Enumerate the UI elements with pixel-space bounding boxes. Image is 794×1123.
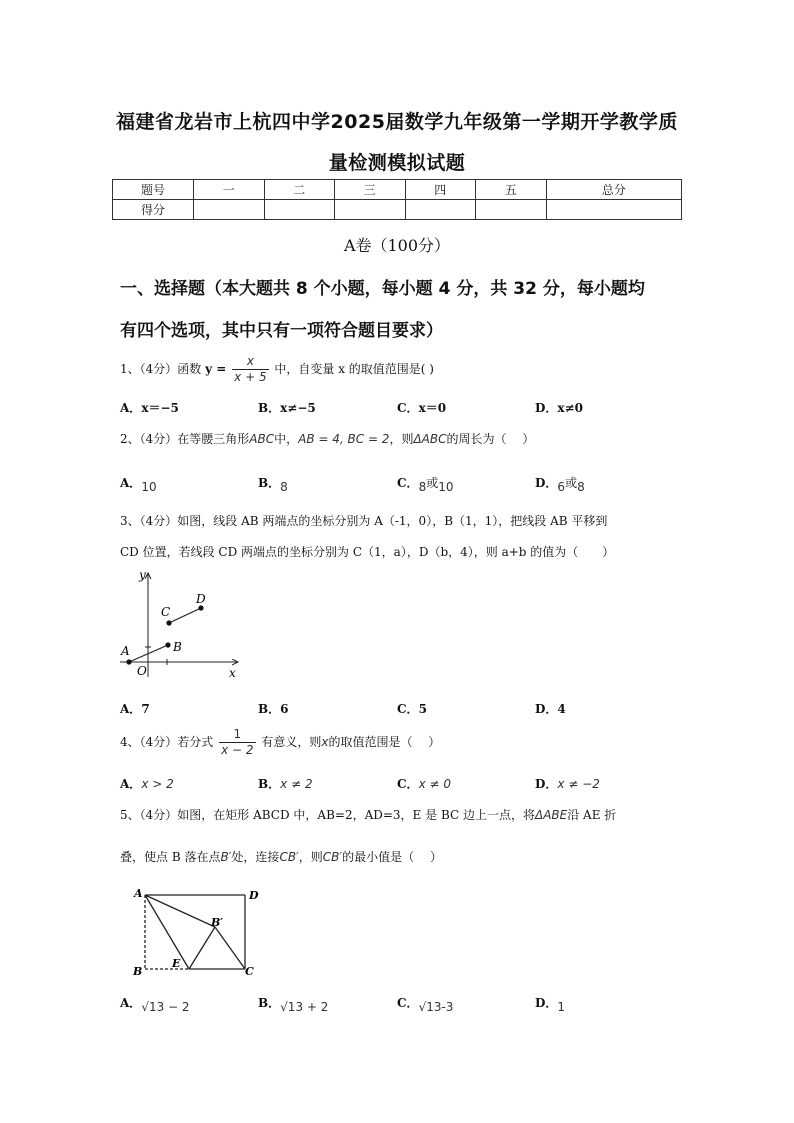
question-4-stem — [120, 725, 440, 759]
option-letter: A． — [120, 401, 142, 415]
option-letter: D． — [535, 476, 558, 490]
segment-abprime — [145, 895, 215, 927]
q5-line2-prefix: 叠，使点 B 落在点 — [120, 850, 221, 864]
segment-ebprime — [189, 927, 215, 969]
label-o: O — [137, 664, 147, 678]
label-a: A — [134, 887, 143, 900]
q1-option-c[interactable] — [397, 399, 446, 416]
q1-option-d[interactable] — [535, 399, 583, 416]
question-1-stem — [120, 352, 434, 386]
score-header-cell: 总分 — [546, 180, 682, 200]
option-letter: D． — [535, 401, 558, 415]
segment-cd — [169, 608, 201, 623]
option-letter: C． — [397, 996, 419, 1010]
q2-math-triangle: ABC — [249, 432, 275, 446]
label-y: y — [139, 568, 146, 582]
q1-formula-lhs: y = — [205, 362, 227, 376]
label-bprime: B′ — [211, 916, 224, 929]
q4-fraction — [219, 727, 255, 758]
q5-line2-suffix: 的最小值是（ ） — [342, 850, 442, 864]
q1-fraction — [232, 354, 268, 385]
point-c — [166, 620, 171, 625]
score-header-cell: 四 — [405, 180, 476, 200]
page-title-line1: 福建省龙岩市上杭四中学2025届数学九年级第一学期开学教学质 — [116, 111, 678, 133]
q2-option-c[interactable] — [397, 472, 454, 494]
q3-option-b[interactable] — [258, 700, 289, 717]
score-table-score-row — [113, 200, 682, 220]
q3-option-c[interactable] — [397, 700, 427, 717]
option-letter: A． — [120, 702, 142, 716]
q4-option-b[interactable] — [258, 773, 313, 792]
score-table — [112, 179, 682, 220]
segment-bprimec — [215, 927, 245, 969]
q4-option-a[interactable] — [120, 773, 174, 792]
q4-var: x — [321, 735, 329, 749]
q2-math-delta: ΔABC — [413, 432, 447, 446]
q4-suffix: 的取值范围是（ ） — [328, 735, 441, 749]
q1-option-b[interactable] — [258, 399, 316, 416]
option-text: √13 − 2 — [141, 1000, 190, 1014]
label-a: A — [121, 644, 130, 658]
q2-option-a[interactable] — [120, 472, 157, 494]
score-header-cell: 题号 — [113, 180, 194, 200]
label-b: B — [173, 640, 182, 654]
option-or: 或 — [426, 476, 439, 490]
option-value-b: 10 — [438, 480, 454, 494]
option-letter: A． — [120, 996, 142, 1010]
point-a — [126, 659, 131, 664]
q1-option-a[interactable] — [120, 399, 179, 416]
q1-suffix: 中，自变量 x 的取值范围是( ) — [274, 362, 434, 376]
q5-option-b[interactable] — [258, 992, 329, 1014]
option-or: 或 — [565, 476, 578, 490]
q2-suffix: 的周长为（ ） — [446, 432, 535, 446]
section-heading-line1: 一、选择题（本大题共 8 个小题，每小题 4 分，共 32 分，每小题均 — [120, 279, 645, 299]
score-cell — [194, 200, 265, 220]
q1-frac-den: x + 5 — [234, 370, 267, 384]
score-header-cell: 三 — [335, 180, 406, 200]
q5-math-cbprime-2: CB′ — [322, 850, 343, 864]
option-text: √13-3 — [418, 1000, 454, 1014]
label-d: D — [196, 592, 206, 606]
q5-line2-mid2: ，则 — [298, 850, 323, 864]
score-cell — [405, 200, 476, 220]
q5-math-triangle: ΔABE — [535, 808, 568, 822]
q4-mid: 有意义，则 — [261, 735, 322, 749]
option-text: 10 — [141, 480, 157, 494]
option-letter: C． — [397, 777, 419, 791]
q4-frac-den: x − 2 — [221, 743, 254, 757]
question-5-line1 — [120, 806, 616, 823]
score-cell — [264, 200, 335, 220]
option-text: x ≠ 0 — [418, 777, 451, 791]
option-letter: C． — [397, 476, 419, 490]
q5-line2-mid: 处，连接 — [231, 850, 280, 864]
q5-option-a[interactable] — [120, 992, 190, 1014]
q5-option-d[interactable] — [535, 992, 566, 1014]
point-b — [165, 642, 170, 647]
option-letter: B． — [258, 777, 281, 791]
option-text: 4 — [557, 702, 566, 716]
score-row-label: 得分 — [113, 200, 194, 220]
q2-mid: 中， — [274, 432, 299, 446]
option-text: x＝−5 — [141, 401, 179, 415]
option-text: x≠−5 — [280, 401, 316, 415]
label-x: x — [229, 666, 236, 680]
q5-math-bprime: B′ — [220, 850, 232, 864]
score-table-header-row — [113, 180, 682, 200]
q4-prefix: 4、（4分）若分式 — [120, 735, 214, 749]
label-e: E — [172, 957, 181, 970]
q3-option-a[interactable] — [120, 700, 150, 717]
score-header-cell: 一 — [194, 180, 265, 200]
q5-math-cbprime: CB′ — [279, 850, 299, 864]
option-text: 5 — [418, 702, 427, 716]
option-text: 7 — [141, 702, 150, 716]
q2-option-b[interactable] — [258, 472, 288, 494]
option-letter: A． — [120, 777, 142, 791]
option-letter: D． — [535, 702, 558, 716]
question-2-stem — [120, 430, 534, 447]
option-text: x ≠ 2 — [280, 777, 313, 791]
q1-prefix: 1、（4分）函数 — [120, 362, 202, 376]
option-letter: C． — [397, 401, 419, 415]
option-letter: B． — [258, 702, 281, 716]
option-letter: C． — [397, 702, 419, 716]
q4-frac-num: 1 — [219, 727, 255, 743]
question-5-line2 — [120, 848, 442, 865]
q5-line1-prefix: 5、（4分）如图，在矩形 ABCD 中，AB=2，AD=3，E 是 BC 边上一点，将 — [120, 808, 535, 822]
label-d: D — [249, 889, 259, 902]
score-cell — [335, 200, 406, 220]
option-letter: A． — [120, 476, 142, 490]
score-cell — [546, 200, 682, 220]
label-c: C — [161, 605, 171, 619]
volume-a-heading: A卷（100分） — [343, 236, 451, 255]
option-value-a: 8 — [418, 480, 427, 494]
option-letter: B． — [258, 401, 281, 415]
q3-option-d[interactable] — [535, 700, 566, 717]
option-text: 1 — [557, 1000, 566, 1014]
point-d — [198, 605, 203, 610]
score-header-cell: 五 — [476, 180, 547, 200]
q5-option-c[interactable] — [397, 992, 454, 1014]
q2-prefix: 2、（4分）在等腰三角形 — [120, 432, 250, 446]
q3-coordinate-figure — [115, 565, 245, 685]
option-value-a: 6 — [557, 480, 566, 494]
page-title-line2: 量检测模拟试题 — [328, 152, 466, 174]
q5-line1-suffix: 沿 AE 折 — [567, 808, 617, 822]
option-text: 6 — [280, 702, 289, 716]
section-heading-line2: 有四个选项，其中只有一项符合题目要求） — [120, 321, 443, 341]
q2-option-d[interactable] — [535, 472, 585, 494]
q4-option-c[interactable] — [397, 773, 451, 792]
label-b: B — [133, 965, 143, 978]
q1-frac-num: x — [232, 354, 268, 370]
q2-mid2: ，则 — [389, 432, 414, 446]
q5-rectangle-figure — [125, 883, 265, 978]
option-letter: D． — [535, 777, 558, 791]
question-3-line2: CD 位置，若线段 CD 两端点的坐标分别为 C（1，a），D（b，4），则 a+b 的值为（ ） — [120, 545, 615, 559]
option-letter: B． — [258, 476, 281, 490]
option-letter: D． — [535, 996, 558, 1010]
q4-option-d[interactable] — [535, 773, 600, 792]
label-c: C — [245, 965, 254, 978]
option-text: x≠0 — [557, 401, 583, 415]
segment-ae — [145, 895, 189, 969]
option-value-b: 8 — [577, 480, 585, 494]
option-text: √13 + 2 — [280, 1000, 329, 1014]
option-text: x ≠ −2 — [557, 777, 600, 791]
score-cell — [476, 200, 547, 220]
option-text: 8 — [280, 480, 288, 494]
q2-math-sides: AB = 4, BC = 2 — [298, 432, 390, 446]
option-text: x＝0 — [418, 401, 447, 415]
option-text: x > 2 — [141, 777, 174, 791]
question-3-line1: 3、（4分）如图，线段 AB 两端点的坐标分别为 A（-1，0），B（1，1），把线段 AB 平移到 — [120, 514, 608, 528]
option-letter: B． — [258, 996, 281, 1010]
score-header-cell: 二 — [264, 180, 335, 200]
